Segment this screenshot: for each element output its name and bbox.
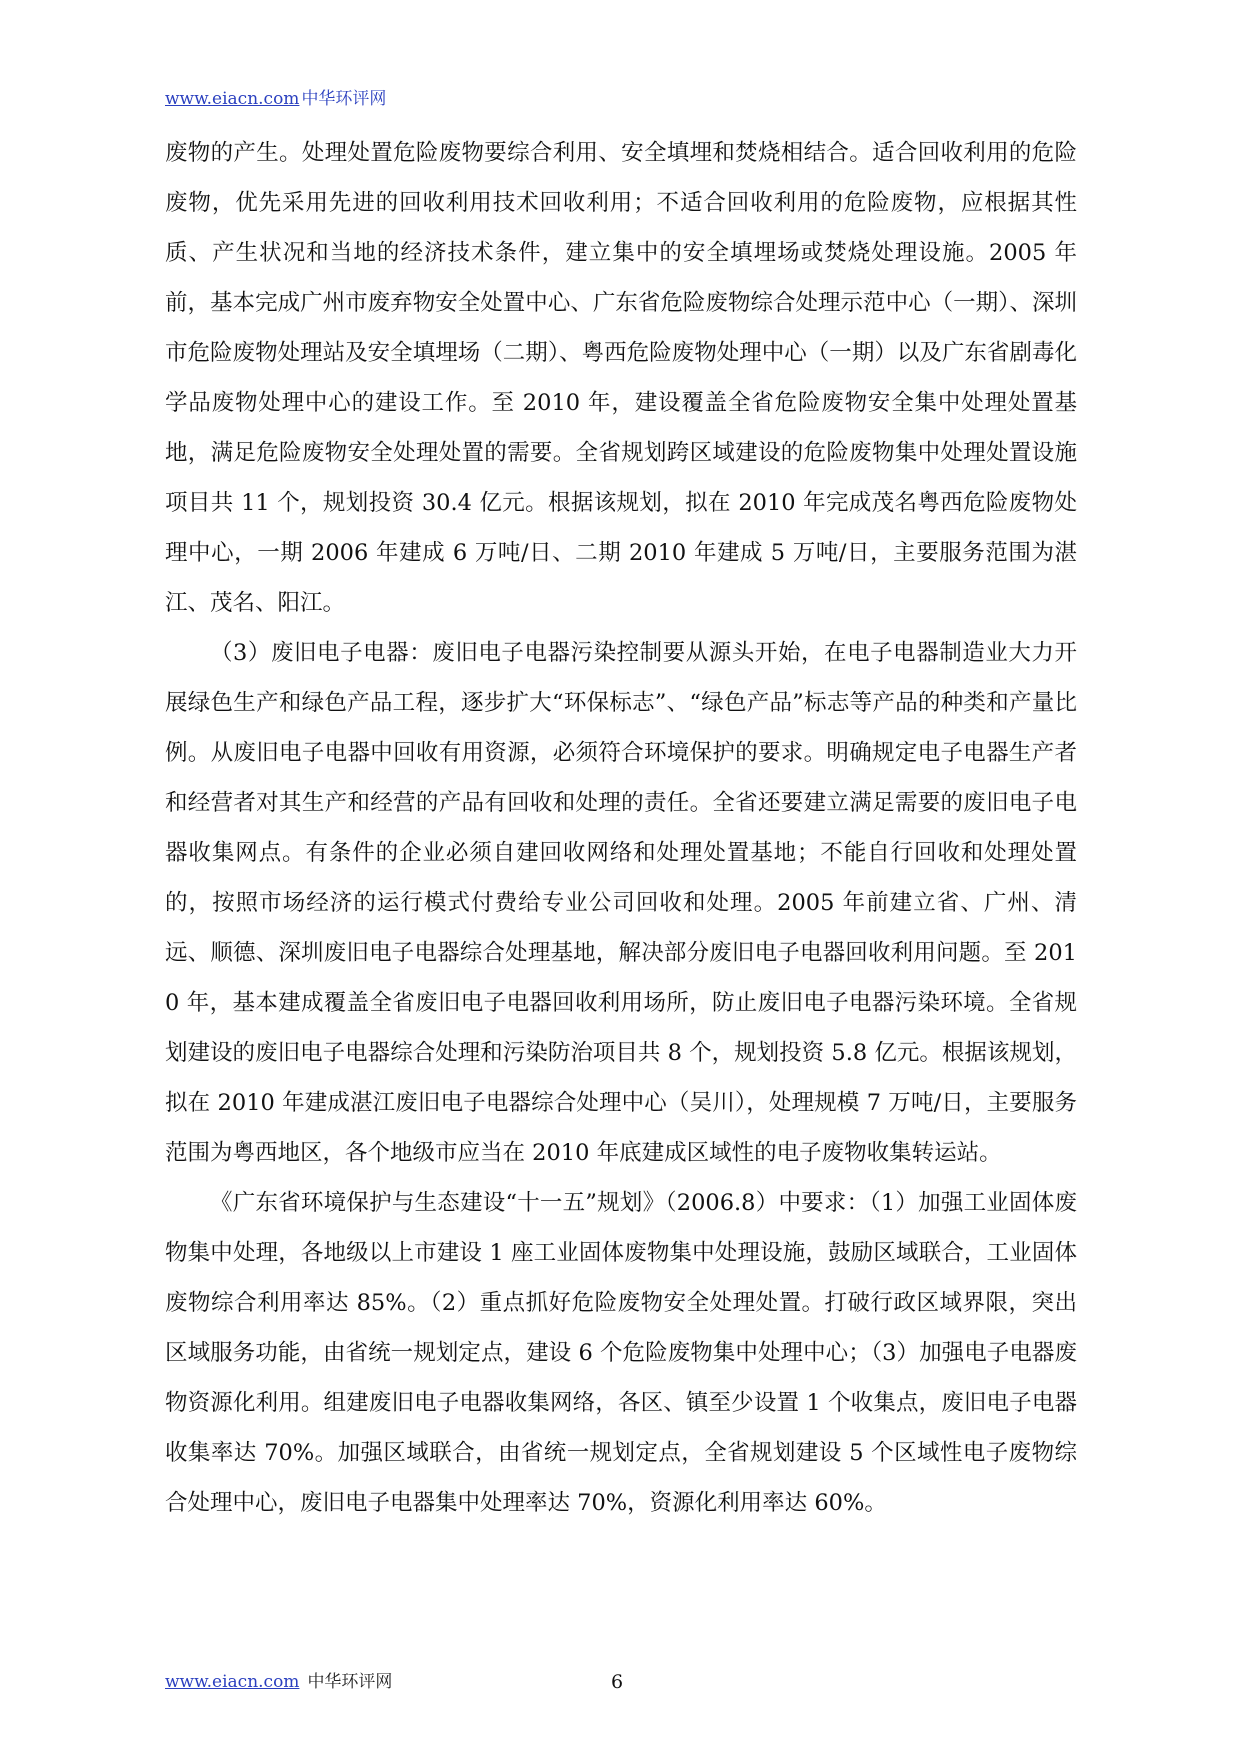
page-footer [165, 1671, 1077, 1693]
header-site-link[interactable]: www.eiacn.com [165, 89, 300, 109]
paragraph-hazardous-waste: 废物的产生。处理处置危险废物要综合利用、安全填埋和焚烧相结合。适合回收利用的危险废物，优先采用先进的回收利用技术回收利用；不适合回收利用的危险废物，应根据其性质、产生状况和当地的经济技术条件，建立集中的安全填埋场或焚烧处理设施。2005 年前，基本完成广州市废弃物安全处置中心、广东省危险废物综合处理示范中心（一期）、深圳市危险废物处理站及安全填埋场（二期）、粤西危险废物处理中心（一期）以及广东省剧毒化学品废物处理中心的建设工作。至 2010 年，建设覆盖全省危险废物安全集中处理处置基地，满足危险废物安全处理处置的需要。全省规划跨区域建设的危险废物集中处理处置设施项目共 11 个，规划投资 30.4 亿元。根据该规划，拟在 2010 年完成茂名粤西危险废物处理中心，一期 2006 年建成 6 万吨/日、二期 2010 年建成 5 万吨/日，主要服务范围为湛江、茂名、阳江。 [165, 140, 1077, 616]
page-number: 6 [611, 1671, 624, 1693]
page-header [165, 88, 386, 110]
footer-site-name: 中华环评网 [307, 1672, 393, 1692]
document-body [165, 128, 1077, 1528]
header-site-name: 中华环评网 [301, 89, 387, 109]
paragraph-eleventh-five-year-plan: 《广东省环境保护与生态建设“十一五”规划》（2006.8）中要求：（1）加强工业固体废物集中处理，各地级以上市建设 1 座工业固体废物集中处理设施，鼓励区域联合，工业固体废物综合利用率达 85%。（2）重点抓好危险废物安全处理处置。打破行政区域界限，突出区域服务功能，由省统一规划定点，建设 6 个危险废物集中处理中心；（3）加强电子电器废物资源化利用。组建废旧电子电器收集网络，各区、镇至少设置 1 个收集点，废旧电子电器收集率达 70%。加强区域联合，由省统一规划定点，全省规划建设 5 个区域性电子废物综合处理中心，废旧电子电器集中处理率达 70%，资源化利用率达 60%。 [165, 1190, 1077, 1516]
footer-site-link[interactable]: www.eiacn.com [165, 1672, 300, 1692]
paragraph-electronic-waste: （3）废旧电子电器：废旧电子电器污染控制要从源头开始，在电子电器制造业大力开展绿色生产和绿色产品工程，逐步扩大“环保标志”、“绿色产品”标志等产品的种类和产量比例。从废旧电子电器中回收有用资源，必须符合环境保护的要求。明确规定电子电器生产者和经营者对其生产和经营的产品有回收和处理的责任。全省还要建立满足需要的废旧电子电器收集网点。有条件的企业必须自建回收网络和处理处置基地；不能自行回收和处理处置的，按照市场经济的运行模式付费给专业公司回收和处理。2005 年前建立省、广州、清远、顺德、深圳废旧电子电器综合处理基地，解决部分废旧电子电器回收利用问题。至 2010 年，基本建成覆盖全省废旧电子电器回收利用场所，防止废旧电子电器污染环境。全省规划建设的废旧电子电器综合处理和污染防治项目共 8 个，规划投资 5.8 亿元。根据该规划，拟在 2010 年建成湛江废旧电子电器综合处理中心（吴川），处理规模 7 万吨/日，主要服务范围为粤西地区，各个地级市应当在 2010 年底建成区域性的电子废物收集转运站。 [165, 640, 1077, 1166]
